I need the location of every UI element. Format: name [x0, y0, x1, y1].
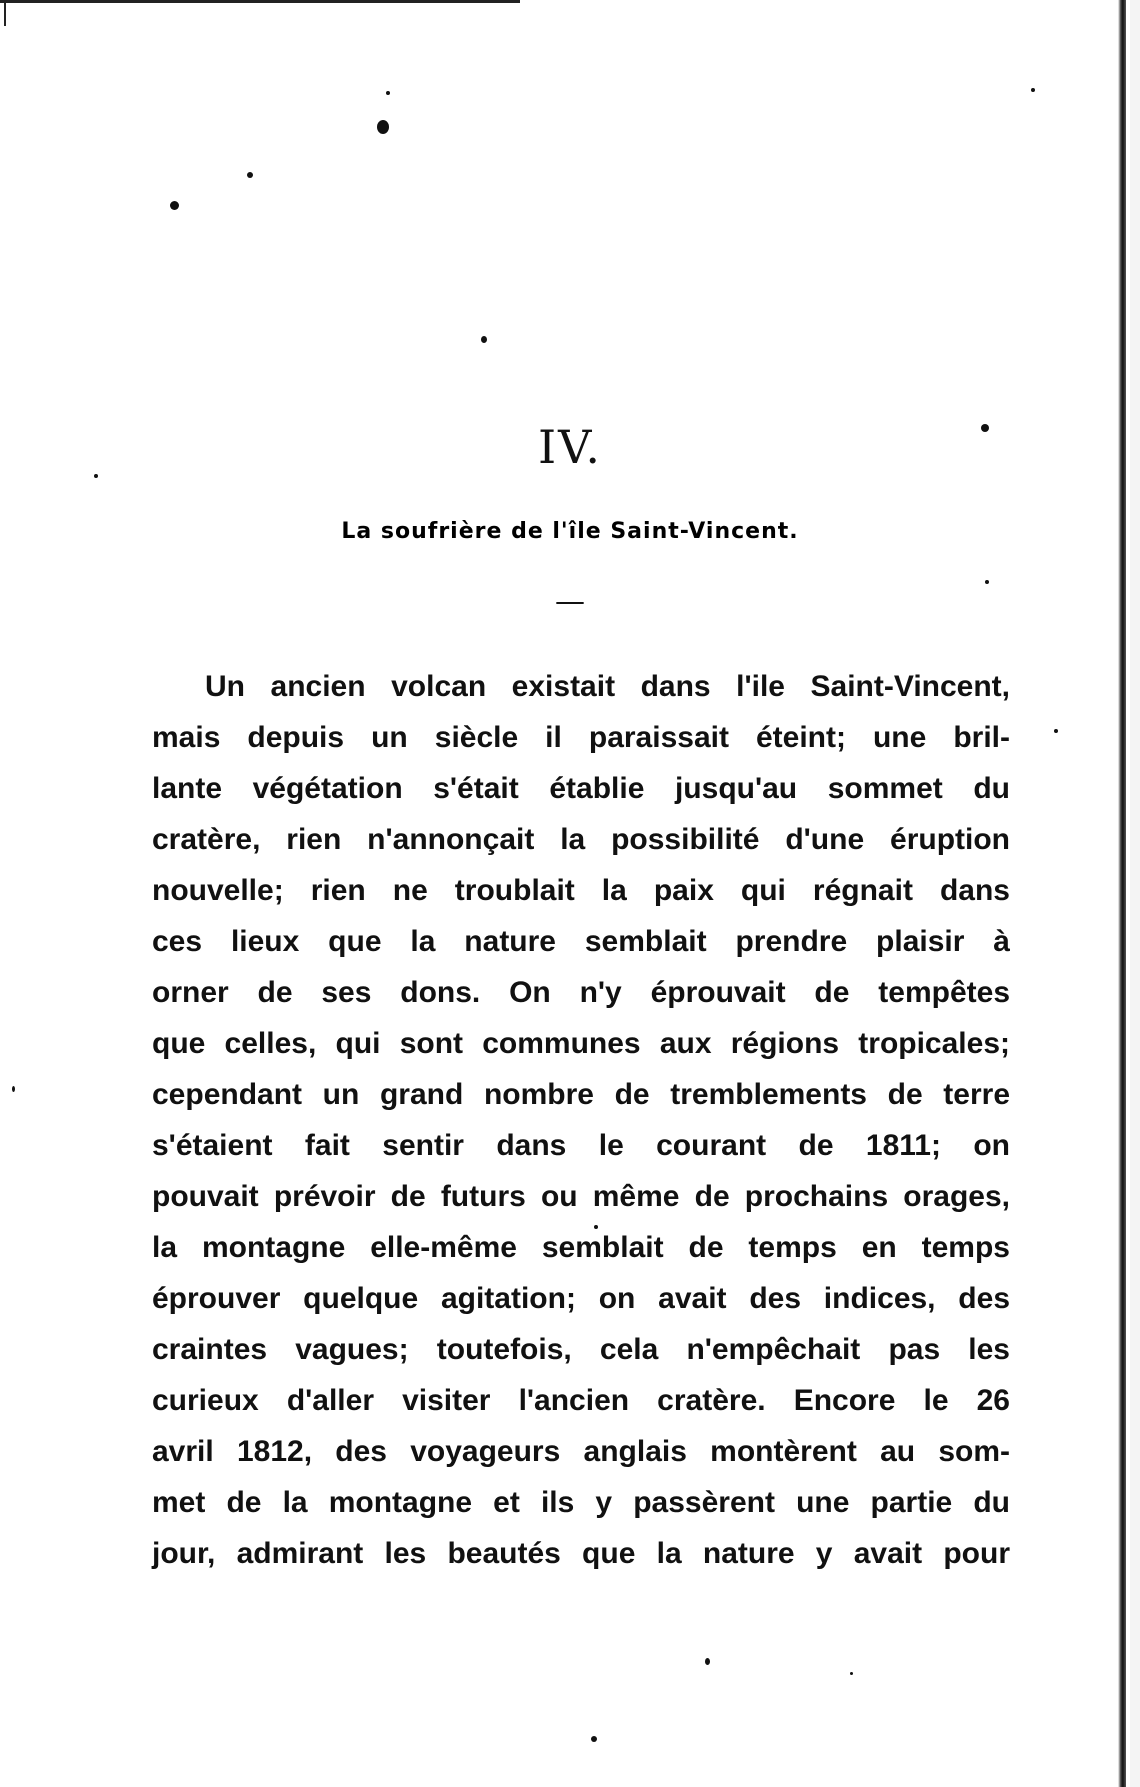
section-separator: — — [555, 584, 585, 619]
text-line: lante végétation s'était établie jusqu'au sommet du — [152, 772, 1010, 805]
text-line: mais depuis un siècle il paraissait éteint; une bril- — [152, 721, 1010, 754]
scan-speck — [94, 474, 98, 478]
scan-speck — [247, 172, 253, 178]
scan-speck — [170, 201, 179, 210]
text-line: jour, admirant les beautés que la nature y avait pour — [152, 1537, 1010, 1570]
scan-right-margin — [1130, 0, 1140, 1787]
text-line: craintes vagues; toutefois, cela n'empêchait pas les — [152, 1333, 1010, 1366]
scan-speck — [705, 1658, 710, 1665]
scan-speck — [1031, 88, 1035, 92]
text-line: ces lieux que la nature semblait prendre plaisir à — [152, 925, 1010, 958]
text-line: éprouver quelque agitation; on avait des indices, des — [152, 1282, 1010, 1315]
chapter-title: La soufrière de l'île Saint-Vincent. — [341, 519, 799, 544]
text-line: nouvelle; rien ne troublait la paix qui régnait dans — [152, 874, 1010, 907]
text-line: s'étaient fait sentir dans le courant de 1811; on — [152, 1129, 1010, 1162]
text-line: curieux d'aller visiter l'ancien cratère. Encore le 26 — [152, 1384, 1010, 1417]
scan-top-rule — [0, 0, 520, 9]
text-line: pouvait prévoir de futurs ou même de prochains orages, — [152, 1180, 1010, 1213]
scan-right-edge — [1118, 0, 1126, 1787]
paragraph — [152, 661, 1010, 1579]
chapter-number: IV. — [538, 420, 602, 474]
scan-speck — [386, 91, 390, 95]
scan-speck — [591, 1736, 597, 1742]
text-line: que celles, qui sont communes aux régions tropicales; — [152, 1027, 1010, 1060]
scan-speck — [12, 1086, 15, 1092]
scan-speck — [850, 1672, 853, 1675]
scan-corner-mark — [4, 0, 6, 26]
text-line: met de la montagne et ils y passèrent une partie du — [152, 1486, 1010, 1519]
text-line: cratère, rien n'annonçait la possibilité d'une éruption — [152, 823, 1010, 856]
text-line: avril 1812, des voyageurs anglais montèrent au som- — [152, 1435, 1010, 1468]
text-line: Un ancien volcan existait dans l'ile Saint-Vincent, — [205, 670, 1010, 703]
scan-speck — [377, 120, 389, 134]
text-line: la montagne elle-même semblait de temps en temps — [152, 1231, 1010, 1264]
scan-speck — [481, 336, 487, 343]
text-line: cependant un grand nombre de tremblements de terre — [152, 1078, 1010, 1111]
scan-speck — [1054, 729, 1058, 733]
text-line: orner de ses dons. On n'y éprouvait de tempêtes — [152, 976, 1010, 1009]
